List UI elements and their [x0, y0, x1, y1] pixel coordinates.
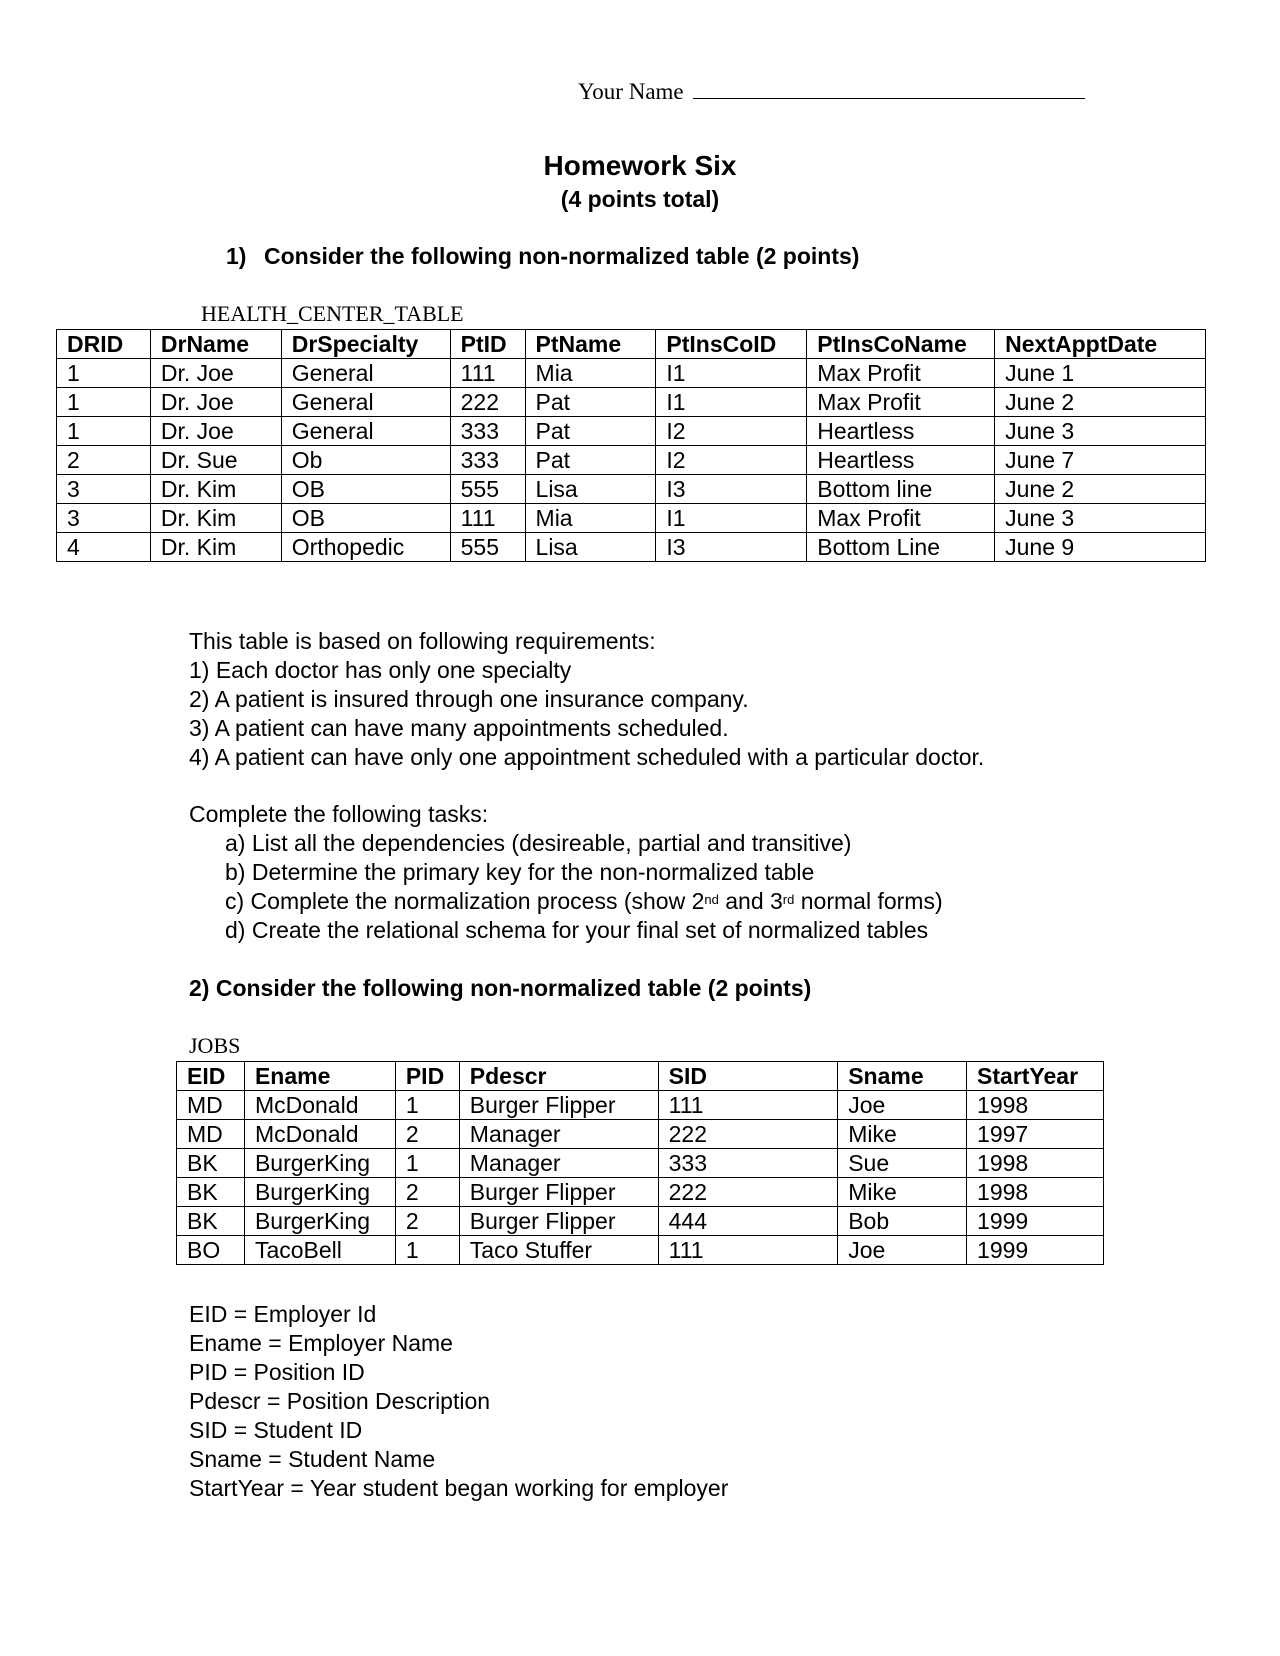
table-row	[177, 1236, 1104, 1265]
table-cell: Bottom Line	[807, 533, 995, 562]
column-header: SID	[658, 1062, 838, 1091]
table-cell: 111	[450, 504, 525, 533]
table-row	[177, 1091, 1104, 1120]
definition-item: StartYear = Year student began working for employer	[189, 1475, 729, 1501]
table-cell: 111	[450, 359, 525, 388]
table-cell: 222	[450, 388, 525, 417]
table-cell: June 2	[995, 475, 1206, 504]
requirements-block	[189, 627, 984, 772]
table-cell: McDonald	[244, 1120, 395, 1149]
table-cell: Dr. Kim	[150, 504, 281, 533]
your-name-blank-line	[693, 76, 1085, 99]
table-cell: 1997	[967, 1120, 1104, 1149]
table-row	[57, 504, 1206, 533]
table-cell: Ob	[281, 446, 450, 475]
table-cell: Joe	[838, 1236, 967, 1265]
table-cell: 1999	[967, 1236, 1104, 1265]
table-row	[177, 1178, 1104, 1207]
table-cell: Dr. Joe	[150, 388, 281, 417]
table-cell: Max Profit	[807, 504, 995, 533]
table-cell: BurgerKing	[244, 1178, 395, 1207]
table-cell: Joe	[838, 1091, 967, 1120]
table-cell: Mia	[525, 359, 656, 388]
table-cell: Max Profit	[807, 359, 995, 388]
table-cell: General	[281, 417, 450, 446]
table-cell: I3	[656, 533, 807, 562]
table-cell: Manager	[459, 1120, 658, 1149]
task-c-text-1: c) Complete the normalization process (show 2	[225, 888, 705, 914]
column-header: PtName	[525, 330, 656, 359]
requirement-item: 1) Each doctor has only one specialty	[189, 657, 572, 683]
column-header: DRID	[57, 330, 151, 359]
table-cell: BurgerKing	[244, 1149, 395, 1178]
column-header: PtInsCoID	[656, 330, 807, 359]
table-cell: Pat	[525, 417, 656, 446]
table-row	[57, 359, 1206, 388]
table-cell: Dr. Kim	[150, 533, 281, 562]
question-2-heading: 2) Consider the following non-normalized table (2 points)	[189, 975, 812, 1001]
table-header-row	[57, 330, 1206, 359]
table-cell: 1998	[967, 1178, 1104, 1207]
definition-item: EID = Employer Id	[189, 1301, 377, 1327]
table-cell: 111	[658, 1236, 838, 1265]
question-1-heading	[226, 243, 859, 270]
jobs-table	[176, 1061, 1104, 1265]
task-c-superscript-rd: rd	[782, 892, 795, 907]
table-cell: 1999	[967, 1207, 1104, 1236]
table-cell: 1	[395, 1236, 459, 1265]
table-cell: 555	[450, 533, 525, 562]
table-cell: I1	[656, 388, 807, 417]
jobs-table-caption: JOBS	[189, 1033, 241, 1058]
table-cell: I2	[656, 417, 807, 446]
table-cell: 333	[450, 417, 525, 446]
table-cell: 1	[57, 388, 151, 417]
column-header: Sname	[838, 1062, 967, 1091]
task-item-a: a) List all the dependencies (desireable, partial and transitive)	[225, 830, 852, 856]
table-cell: Burger Flipper	[459, 1091, 658, 1120]
column-header: DrSpecialty	[281, 330, 450, 359]
column-header: PtID	[450, 330, 525, 359]
definition-item: Sname = Student Name	[189, 1446, 436, 1472]
requirements-intro: This table is based on following requirements:	[189, 628, 656, 654]
table-row	[57, 417, 1206, 446]
table-cell: I1	[656, 359, 807, 388]
table-cell: Mike	[838, 1120, 967, 1149]
requirement-item: 4) A patient can have only one appointment scheduled with a particular doctor.	[189, 744, 985, 770]
table-cell: Mia	[525, 504, 656, 533]
table-cell: 1	[57, 359, 151, 388]
table-cell: June 7	[995, 446, 1206, 475]
requirement-item: 2) A patient is insured through one insurance company.	[189, 686, 749, 712]
question-1-number: 1)	[226, 243, 247, 269]
column-header: StartYear	[967, 1062, 1104, 1091]
table-cell: 1	[57, 417, 151, 446]
table-cell: Lisa	[525, 533, 656, 562]
table-cell: General	[281, 388, 450, 417]
table-cell: BK	[177, 1149, 245, 1178]
table-cell: 555	[450, 475, 525, 504]
table-cell: Sue	[838, 1149, 967, 1178]
table-cell: BurgerKing	[244, 1207, 395, 1236]
task-c-text-3: normal forms)	[794, 888, 943, 914]
table-cell: Pat	[525, 388, 656, 417]
health-center-table	[56, 329, 1206, 562]
table-cell: Mike	[838, 1178, 967, 1207]
column-header: PID	[395, 1062, 459, 1091]
table-cell: BO	[177, 1236, 245, 1265]
table-cell: I2	[656, 446, 807, 475]
tasks-intro: Complete the following tasks:	[189, 801, 489, 827]
table-cell: 111	[658, 1091, 838, 1120]
table-cell: 1	[395, 1091, 459, 1120]
table-cell: 3	[57, 475, 151, 504]
table-cell: June 2	[995, 388, 1206, 417]
table-cell: OB	[281, 475, 450, 504]
task-c-text-2: and 3	[718, 888, 783, 914]
table-cell: June 3	[995, 417, 1206, 446]
page-subtitle: (4 points total)	[560, 186, 720, 212]
table-row	[57, 446, 1206, 475]
column-header: EID	[177, 1062, 245, 1091]
your-name-field	[578, 76, 1085, 105]
column-header: Ename	[244, 1062, 395, 1091]
table-cell: I1	[656, 504, 807, 533]
table-row	[57, 388, 1206, 417]
definition-item: Pdescr = Position Description	[189, 1388, 491, 1414]
table-cell: Taco Stuffer	[459, 1236, 658, 1265]
table-cell: TacoBell	[244, 1236, 395, 1265]
table-cell: Dr. Joe	[150, 359, 281, 388]
table-cell: 333	[658, 1149, 838, 1178]
table-row	[57, 533, 1206, 562]
table-cell: Lisa	[525, 475, 656, 504]
page-title: Homework Six	[543, 150, 737, 181]
table-cell: Bottom line	[807, 475, 995, 504]
table-cell: 3	[57, 504, 151, 533]
table-cell: Pat	[525, 446, 656, 475]
table-cell: Heartless	[807, 417, 995, 446]
table-cell: Burger Flipper	[459, 1178, 658, 1207]
table-row	[177, 1207, 1104, 1236]
table-cell: 444	[658, 1207, 838, 1236]
table-cell: OB	[281, 504, 450, 533]
table-cell: General	[281, 359, 450, 388]
table-cell: BK	[177, 1178, 245, 1207]
definitions-block	[189, 1300, 728, 1503]
task-item-c	[189, 887, 943, 916]
your-name-label: Your Name	[578, 79, 684, 104]
table-cell: June 1	[995, 359, 1206, 388]
table-cell: 2	[395, 1178, 459, 1207]
task-item-d: d) Create the relational schema for your final set of normalized tables	[225, 917, 929, 943]
table-row	[57, 475, 1206, 504]
table-cell: Max Profit	[807, 388, 995, 417]
table-cell: Dr. Sue	[150, 446, 281, 475]
definition-item: SID = Student ID	[189, 1417, 363, 1443]
table-cell: 222	[658, 1120, 838, 1149]
table-cell: McDonald	[244, 1091, 395, 1120]
table-cell: I3	[656, 475, 807, 504]
table-cell: BK	[177, 1207, 245, 1236]
table-cell: Burger Flipper	[459, 1207, 658, 1236]
table-cell: Heartless	[807, 446, 995, 475]
table-cell: 333	[450, 446, 525, 475]
table-cell: MD	[177, 1120, 245, 1149]
task-item-b: b) Determine the primary key for the non-normalized table	[225, 859, 815, 885]
table-cell: 1998	[967, 1149, 1104, 1178]
question-1-text: Consider the following non-normalized table (2 points)	[264, 243, 860, 269]
column-header: PtInsCoName	[807, 330, 995, 359]
table-cell: 1	[395, 1149, 459, 1178]
health-center-table-caption: HEALTH_CENTER_TABLE	[201, 301, 464, 326]
tasks-block	[189, 800, 943, 945]
table-row	[177, 1149, 1104, 1178]
column-header: NextApptDate	[995, 330, 1206, 359]
table-cell: Bob	[838, 1207, 967, 1236]
table-cell: Dr. Kim	[150, 475, 281, 504]
table-cell: June 9	[995, 533, 1206, 562]
table-cell: 222	[658, 1178, 838, 1207]
table-header-row	[177, 1062, 1104, 1091]
table-cell: Dr. Joe	[150, 417, 281, 446]
table-cell: Orthopedic	[281, 533, 450, 562]
definition-item: PID = Position ID	[189, 1359, 365, 1385]
table-cell: 4	[57, 533, 151, 562]
table-row	[177, 1120, 1104, 1149]
table-cell: Manager	[459, 1149, 658, 1178]
table-cell: June 3	[995, 504, 1206, 533]
table-cell: 2	[57, 446, 151, 475]
table-cell: 2	[395, 1207, 459, 1236]
task-c-superscript-nd: nd	[704, 892, 719, 907]
table-cell: 2	[395, 1120, 459, 1149]
column-header: DrName	[150, 330, 281, 359]
requirement-item: 3) A patient can have many appointments scheduled.	[189, 715, 729, 741]
definition-item: Ename = Employer Name	[189, 1330, 453, 1356]
table-cell: 1998	[967, 1091, 1104, 1120]
column-header: Pdescr	[459, 1062, 658, 1091]
table-cell: MD	[177, 1091, 245, 1120]
